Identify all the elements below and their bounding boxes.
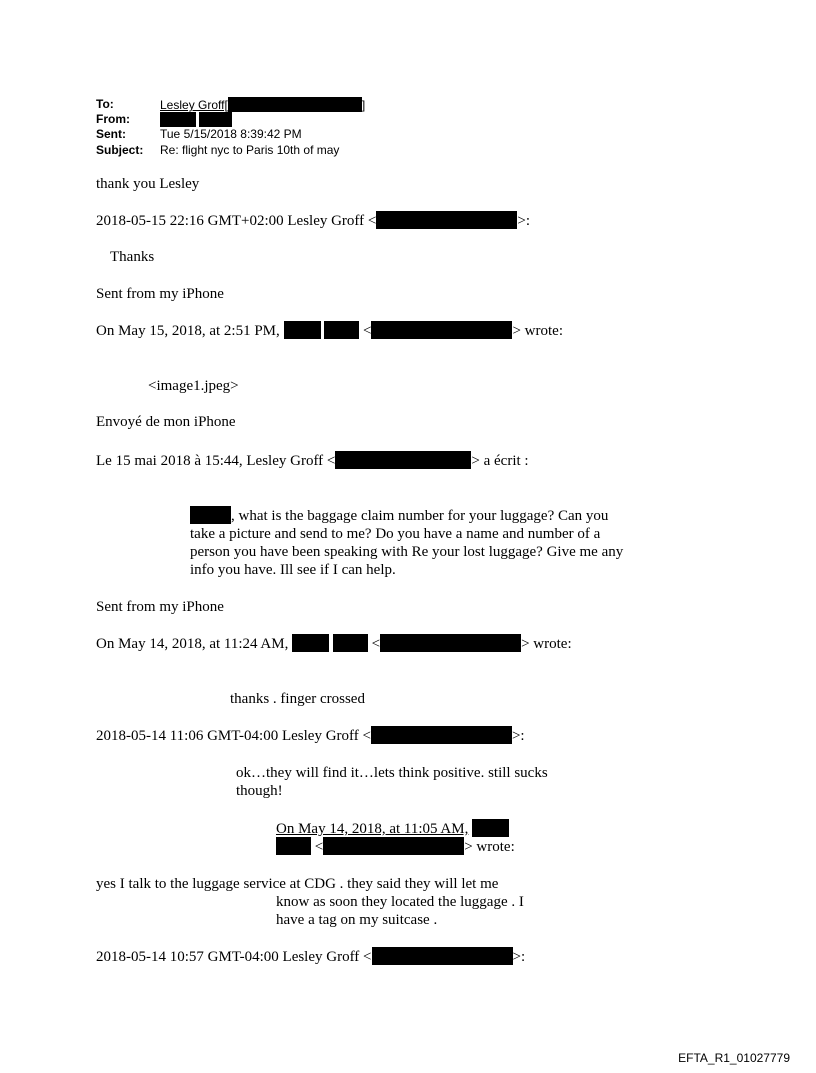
- quote-header: [96, 947, 525, 966]
- body-line: thanks . finger crossed: [230, 691, 365, 707]
- redaction-bar: [284, 321, 321, 339]
- quote-header: [96, 634, 572, 653]
- sent-label: Sent:: [96, 127, 126, 141]
- redaction-bar: [371, 321, 512, 339]
- body-line: thank you Lesley: [96, 176, 200, 192]
- quote-header-text: >:: [517, 213, 530, 229]
- email-header: [0, 0, 816, 160]
- to-label: To:: [96, 97, 114, 111]
- quote-header-text: <: [314, 839, 324, 855]
- quote-header-text: > wrote:: [521, 636, 572, 652]
- to-close: ]: [361, 98, 366, 112]
- body-line: ok…they will find it…lets think positive. still sucks: [236, 765, 548, 781]
- quote-header-text: <: [363, 323, 372, 339]
- redaction-bar: [380, 634, 521, 652]
- redaction-bar: [323, 837, 464, 855]
- quote-header: [96, 211, 530, 230]
- quote-header-text: >:: [512, 949, 526, 965]
- quote-header-text: On May 14, 2018, at 11:24 AM,: [96, 636, 289, 652]
- signature-line: Envoyé de mon iPhone: [96, 414, 236, 430]
- redaction-bar: [228, 97, 362, 112]
- redaction-bar: [376, 211, 517, 229]
- redaction-bar: [372, 947, 513, 965]
- sent-value: Tue 5/15/2018 8:39:42 PM: [160, 127, 302, 141]
- redaction-bar: [190, 506, 231, 524]
- signature-line: Sent from my iPhone: [96, 286, 224, 302]
- quote-header: [276, 837, 515, 856]
- to-name: Lesley Groff[: [160, 98, 228, 112]
- redaction-bar: [324, 321, 359, 339]
- signature-line: Sent from my iPhone: [96, 599, 224, 615]
- quote-header-text: 2018-05-14 11:06 GMT-04:00 Lesley Groff <: [96, 728, 371, 744]
- body-line: yes I talk to the luggage service at CDG . they said they will let me: [96, 876, 499, 892]
- subject-label: Subject:: [96, 143, 144, 157]
- body-line: Thanks: [110, 249, 155, 265]
- quote-header-text: <: [371, 636, 381, 652]
- quote-header-text: On May 14, 2018, at 11:05 AM,: [276, 821, 469, 837]
- redaction-bar: [292, 634, 329, 652]
- from-value: [160, 112, 232, 127]
- quote-header: [96, 726, 525, 745]
- from-label: From:: [96, 112, 130, 126]
- quote-header: [96, 321, 563, 340]
- quote-header-text: > wrote:: [512, 323, 563, 339]
- redaction-bar: [160, 112, 196, 127]
- quote-header-text: 2018-05-14 10:57 GMT-04:00 Lesley Groff <: [96, 949, 372, 965]
- body-line: have a tag on my suitcase .: [276, 912, 438, 928]
- quote-header-text: Le 15 mai 2018 à 15:44, Lesley Groff <: [96, 453, 336, 469]
- attachment-placeholder: <image1.jpeg>: [148, 378, 239, 394]
- redaction-bar: [472, 819, 509, 837]
- body-line: though!: [236, 783, 283, 799]
- body-line: know as soon they located the luggage . I: [276, 894, 524, 910]
- redaction-bar: [276, 837, 311, 855]
- message-text: , what is the baggage claim number for your luggage? Can you take a picture and send to me? Do you have a name and number of a person you have been speaking with Re your lost luggage? Give me any info you have. Ill see if I can help.: [190, 508, 624, 578]
- redaction-bar: [371, 726, 512, 744]
- redaction-bar: [335, 451, 471, 469]
- quote-header-text: 2018-05-15 22:16 GMT+02:00 Lesley Groff <: [96, 213, 377, 229]
- quote-header: [276, 819, 509, 838]
- redaction-bar: [333, 634, 368, 652]
- quote-header: [96, 451, 529, 470]
- quote-header-text: >:: [511, 728, 525, 744]
- quote-header-text: > a écrit :: [471, 453, 529, 469]
- bates-number: EFTA_R1_01027779: [678, 1051, 790, 1065]
- to-value: [160, 97, 365, 112]
- redaction-bar: [199, 112, 232, 127]
- baggage-message: [190, 506, 635, 579]
- quote-header-text: > wrote:: [464, 839, 515, 855]
- subject-value: Re: flight nyc to Paris 10th of may: [160, 143, 340, 157]
- quote-header-text: On May 15, 2018, at 2:51 PM,: [96, 323, 280, 339]
